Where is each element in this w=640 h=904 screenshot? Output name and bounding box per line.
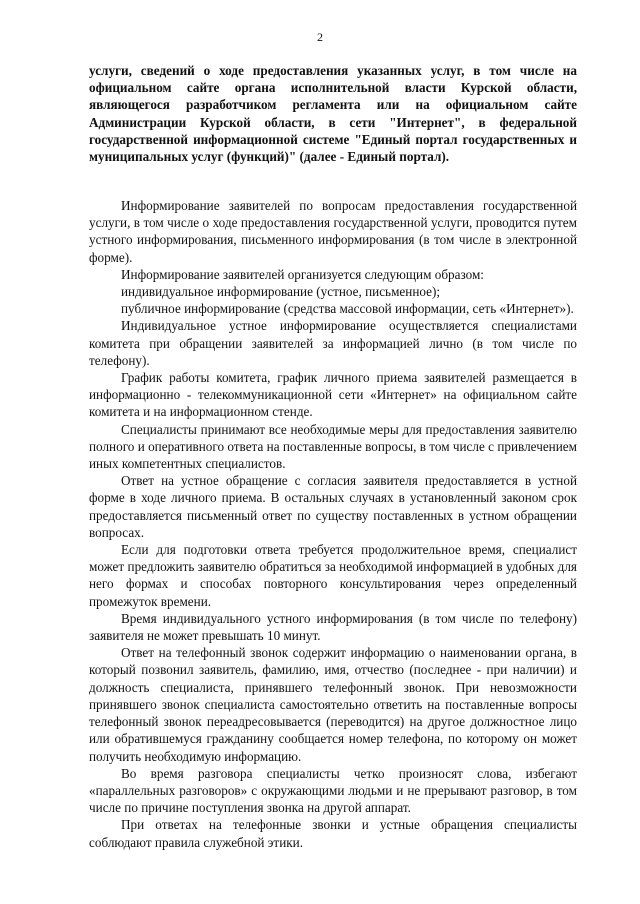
paragraph: Ответ на устное обращение с согласия заявителя предоставляется в устной форме в ходе личного приема. В остальных случаях в установленный законом срок предоставляется письменный ответ по существу поставленных в устном обращении вопросах. [89, 473, 577, 540]
paragraph: Во время разговора специалисты четко произносят слова, избегают «параллельных разговоров» с окружающими людьми и не прерывают разговор, в том числе по причине поступления звонка на другой аппарат. [89, 765, 577, 816]
paragraph: Индивидуальное устное информирование осуществляется специалистами комитета при обращении заявителей за информацией лично (в том числе по телефону). [89, 318, 577, 368]
paragraph: График работы комитета, график личного приема заявителей размещается в информационно - телекоммуникационной сети «Интернет» на официальном сайте комитета и на информационном стенде. [89, 370, 577, 420]
page-number: 2 [317, 30, 323, 44]
paragraph: Специалисты принимают все необходимые меры для предоставления заявителю полного и оперативного ответа на поставленные вопросы, в том числе с привлечением иных компетентных специалистов. [89, 421, 577, 472]
paragraph: Время индивидуального устного информирования (в том числе по телефону) заявителя не может превышать 10 минут. [89, 610, 577, 644]
body-text [89, 197, 577, 851]
paragraph: Ответ на телефонный звонок содержит информацию о наименовании органа, в который позвонил заявитель, фамилию, имя, отчество (последнее - при наличии) и должность специалиста, принявшего телефонный звонок. При невозможности принявшего звонок специалиста самостоятельно ответить на поставленные вопросы телефонный звонок переадресовывается (переводится) на другое должностное лицо или обратившемуся гражданину сообщается номер телефона, по которому он может получить необходимую информацию. [89, 645, 577, 764]
bold-paragraph: услуги, сведений о ходе предоставления указанных услуг, в том числе на официальном сайте органа исполнительной власти Курской области, являющегося разработчиком регламента или на официальном сайте Администрации Курской области, в сети "Интернет", в федеральной государственной информационной системе "Единый портал государственных и муниципальных услуг (функций)" (далее - Единый портал). [89, 63, 577, 165]
paragraph: Информирование заявителей организуется следующим образом: [121, 266, 484, 282]
paragraph: индивидуальное информирование (устное, письменное); [121, 284, 441, 300]
paragraph: Информирование заявителей по вопросам предоставления государственной услуги, в том числе о ходе предоставления государственной услуги, проводится путем устного информирования, письменного информирования (в том числе в электронной форме). [89, 198, 577, 265]
bold-paragraph-block [89, 62, 577, 165]
paragraph: При ответах на телефонные звонки и устные обращения специалисты соблюдают правила служебной этики. [89, 817, 577, 850]
paragraph: Если для подготовки ответа требуется продолжительное время, специалист может предложить заявителю обратиться за необходимой информацией в удобных для него формах и способах повторного консультирования через определенный промежуток времени. [89, 542, 577, 609]
paragraph: публичное информирование (средства массовой информации, сеть «Интернет»). [121, 301, 574, 317]
